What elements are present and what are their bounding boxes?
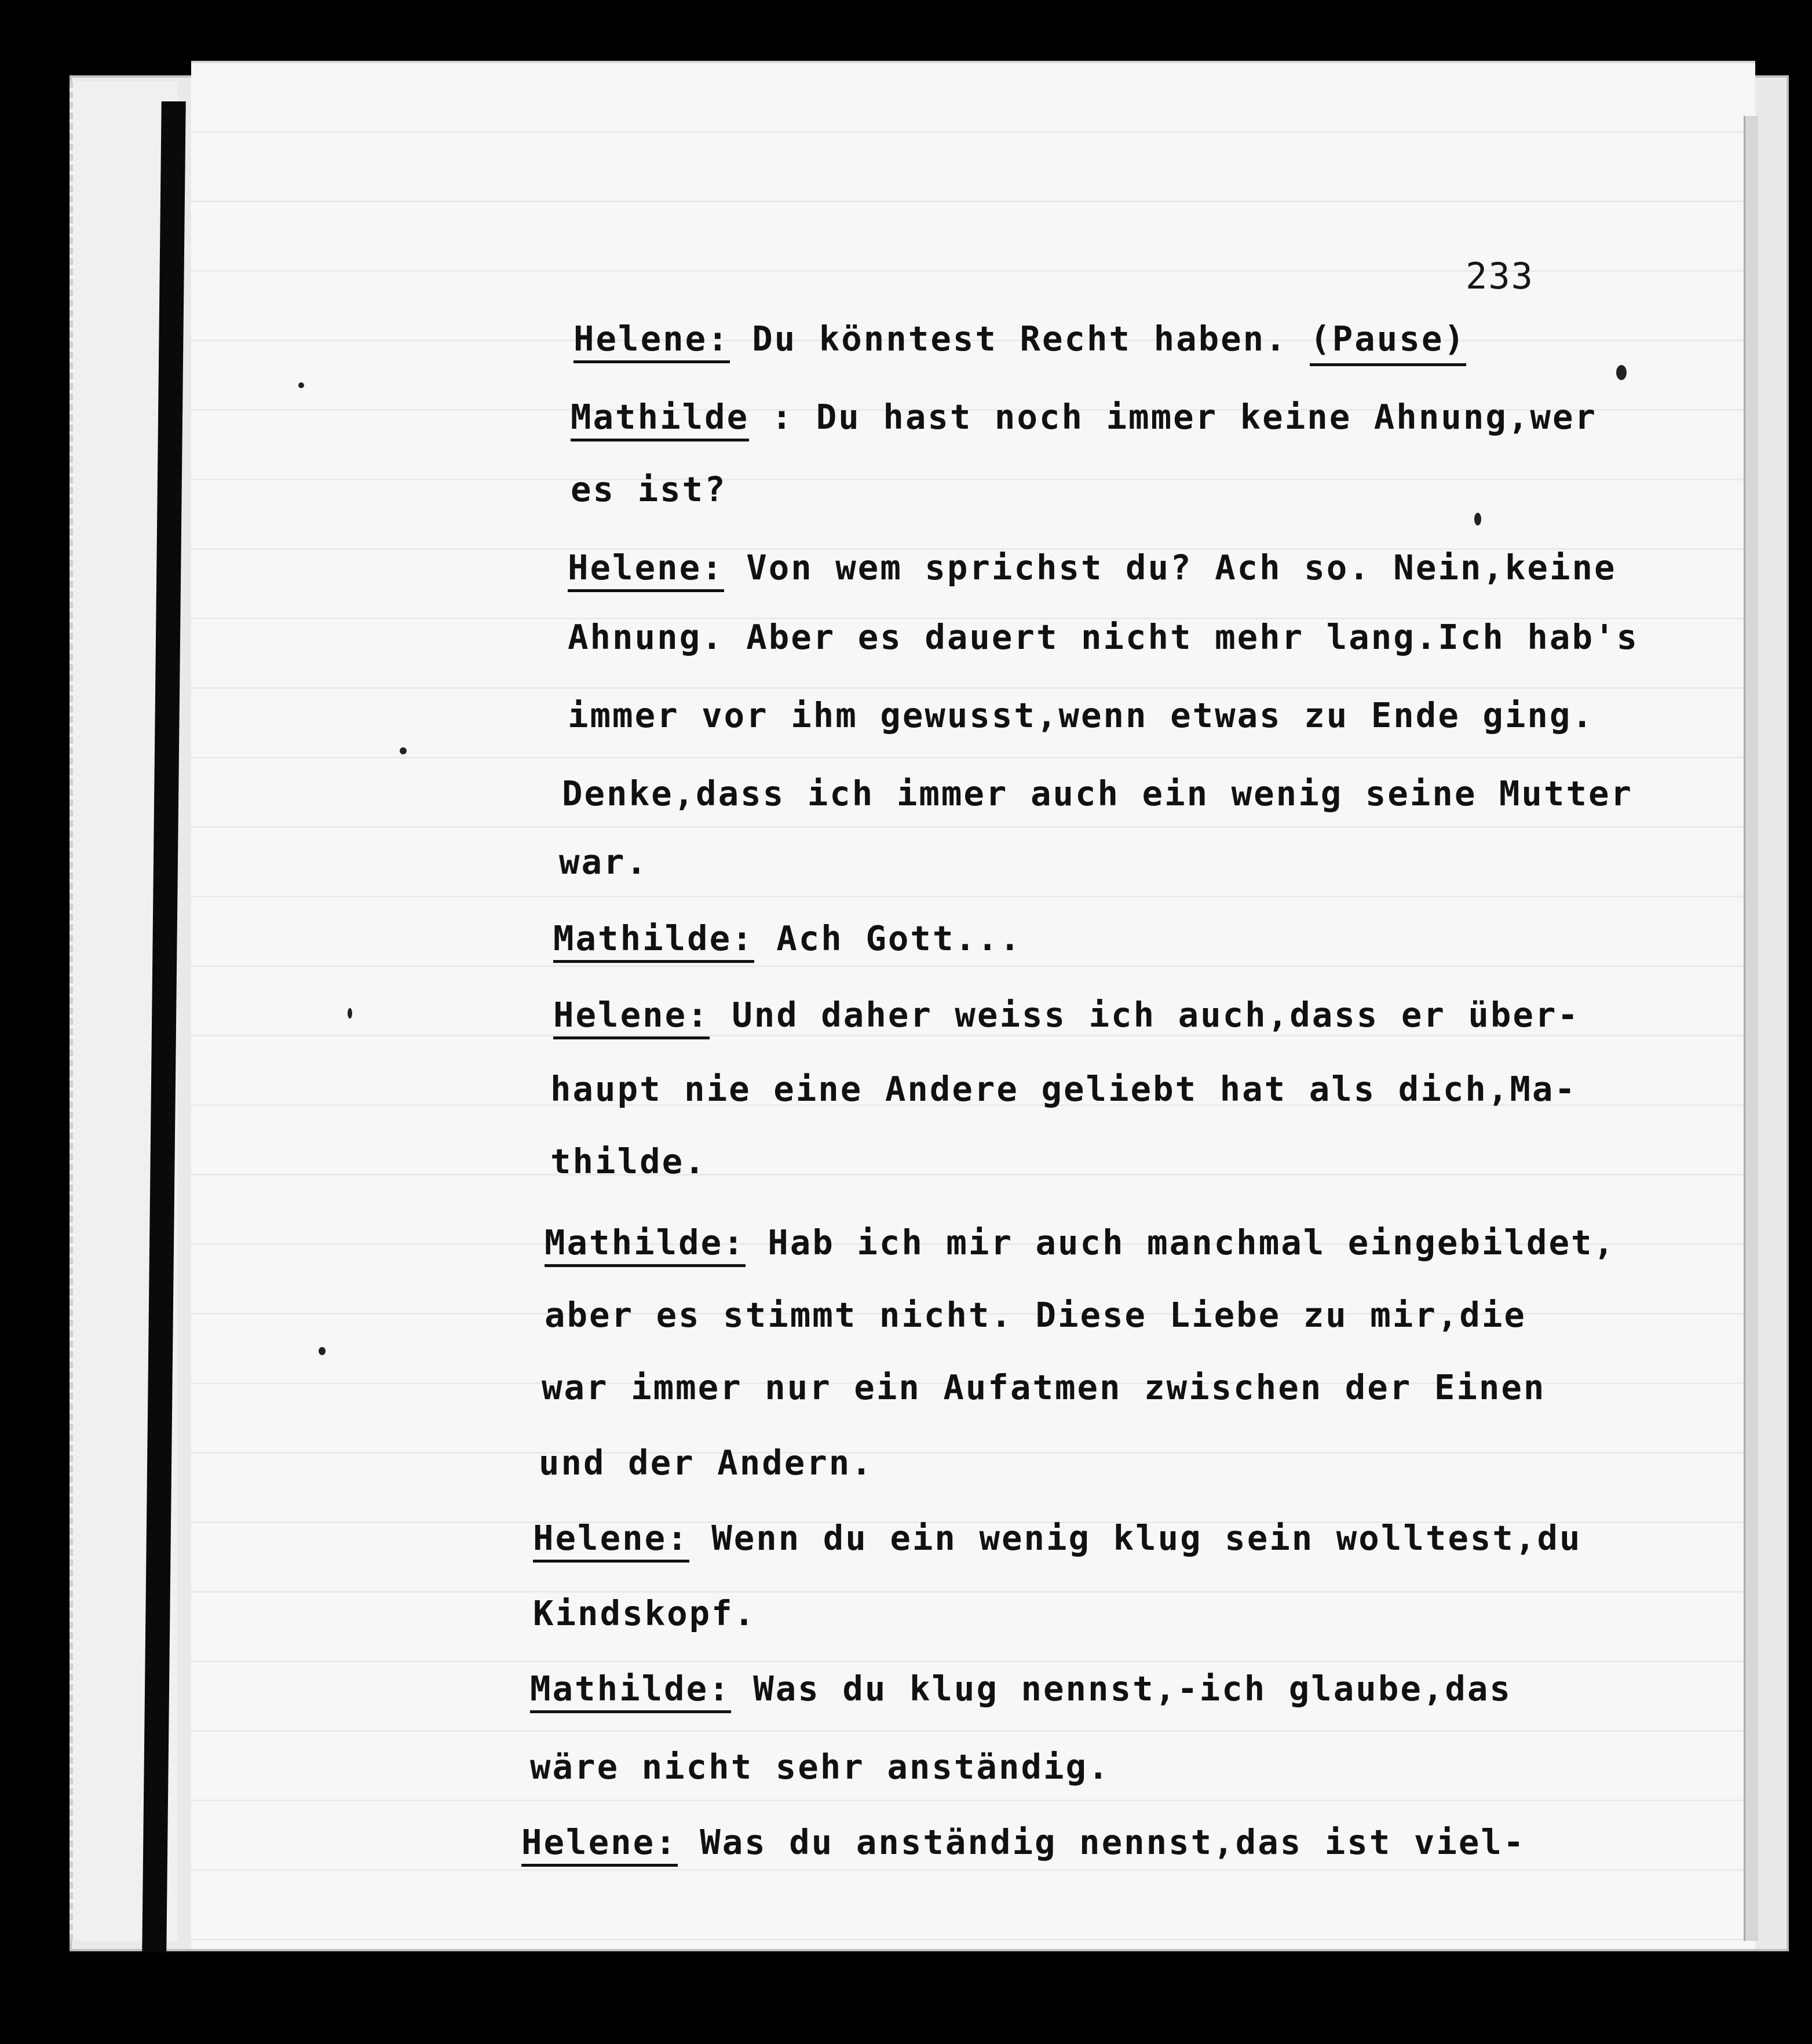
dialogue-line — [533, 1518, 1582, 1563]
dialogue-line — [530, 1671, 1512, 1713]
line-text: Was du klug nennst,-ich glaube,das — [753, 1669, 1512, 1709]
line-text: war. — [559, 842, 649, 882]
line-text: Und daher weiss ich auch,dass er über- — [732, 995, 1580, 1035]
dialogue-line — [573, 319, 1466, 363]
ink-speck — [298, 382, 304, 388]
dialogue-line — [533, 1593, 757, 1633]
line-text: Kindskopf. — [533, 1593, 757, 1633]
line-text: Was du anständig nennst,das ist viel- — [700, 1822, 1526, 1862]
line-text: aber es stimmt nicht. Diese Liebe zu mir,die — [545, 1295, 1526, 1335]
speaker-label: Helene: — [533, 1521, 689, 1563]
page-edge-right — [1744, 116, 1758, 1941]
dialogue-line — [562, 773, 1634, 813]
dialogue-line — [530, 1747, 1110, 1787]
line-text: Ach Gott... — [776, 918, 1022, 958]
line-text: Denke,dass ich immer auch ein wenig seine Mutter — [562, 773, 1634, 813]
line-text: thilde. — [550, 1141, 707, 1181]
line-text: haupt nie eine Andere geliebt hat als dich,Ma- — [550, 1069, 1577, 1109]
speaker-label: Helene: — [553, 998, 710, 1039]
speaker-label: Mathilde: — [530, 1671, 731, 1713]
dialogue-line — [568, 550, 1617, 592]
dialogue-line — [542, 1367, 1546, 1407]
speaker-label: Helene: — [521, 1825, 678, 1867]
speaker-label: Mathilde: — [553, 921, 754, 963]
dialogue-line — [539, 1443, 874, 1483]
speaker-label: Mathilde — [571, 400, 749, 441]
dialogue-line — [553, 918, 1022, 963]
dialogue-line — [550, 1069, 1577, 1109]
speaker-separator: : — [749, 397, 794, 437]
dialogue-line — [571, 397, 1597, 441]
line-text: Von wem sprichst du? Ach so. Nein,keine — [746, 548, 1617, 587]
line-text: Hab ich mir auch manchmal eingebildet, — [768, 1222, 1616, 1262]
speaker-label: Helene: — [568, 550, 724, 592]
dialogue-line — [568, 617, 1639, 657]
line-text: es ist? — [571, 469, 727, 509]
line-text: Du könntest Recht haben. — [752, 319, 1288, 359]
line-text: Wenn du ein wenig klug sein wolltest,du — [711, 1518, 1582, 1558]
line-text: immer vor ihm gewusst,wenn etwas zu Ende ging. — [568, 695, 1594, 735]
ink-speck — [400, 747, 407, 754]
line-text: wäre nicht sehr anständig. — [530, 1747, 1110, 1787]
dialogue-line — [550, 1141, 707, 1181]
line-text: Ahnung. Aber es dauert nicht mehr lang.Ich hab's — [568, 617, 1639, 657]
ink-speck — [348, 1008, 352, 1019]
line-text: und der Andern. — [539, 1443, 874, 1483]
ink-speck — [319, 1347, 326, 1355]
dialogue-line — [559, 842, 649, 882]
dialogue-line — [568, 695, 1594, 735]
ink-speck — [1474, 513, 1481, 525]
dialogue-line — [571, 469, 727, 509]
dialogue-line — [553, 995, 1580, 1039]
ink-speck — [1616, 365, 1627, 380]
dialogue-line — [545, 1295, 1526, 1335]
page-number: 233 — [1466, 255, 1534, 297]
line-text: war immer nur ein Aufatmen zwischen der Einen — [542, 1367, 1546, 1407]
dialogue-line — [545, 1222, 1616, 1267]
speaker-label: Mathilde: — [545, 1225, 746, 1267]
speaker-label: Helene: — [573, 322, 730, 363]
dialogue-line — [521, 1822, 1526, 1867]
stage-direction: (Pause) — [1310, 319, 1466, 366]
line-text: Du hast noch immer keine Ahnung,wer — [816, 397, 1597, 437]
